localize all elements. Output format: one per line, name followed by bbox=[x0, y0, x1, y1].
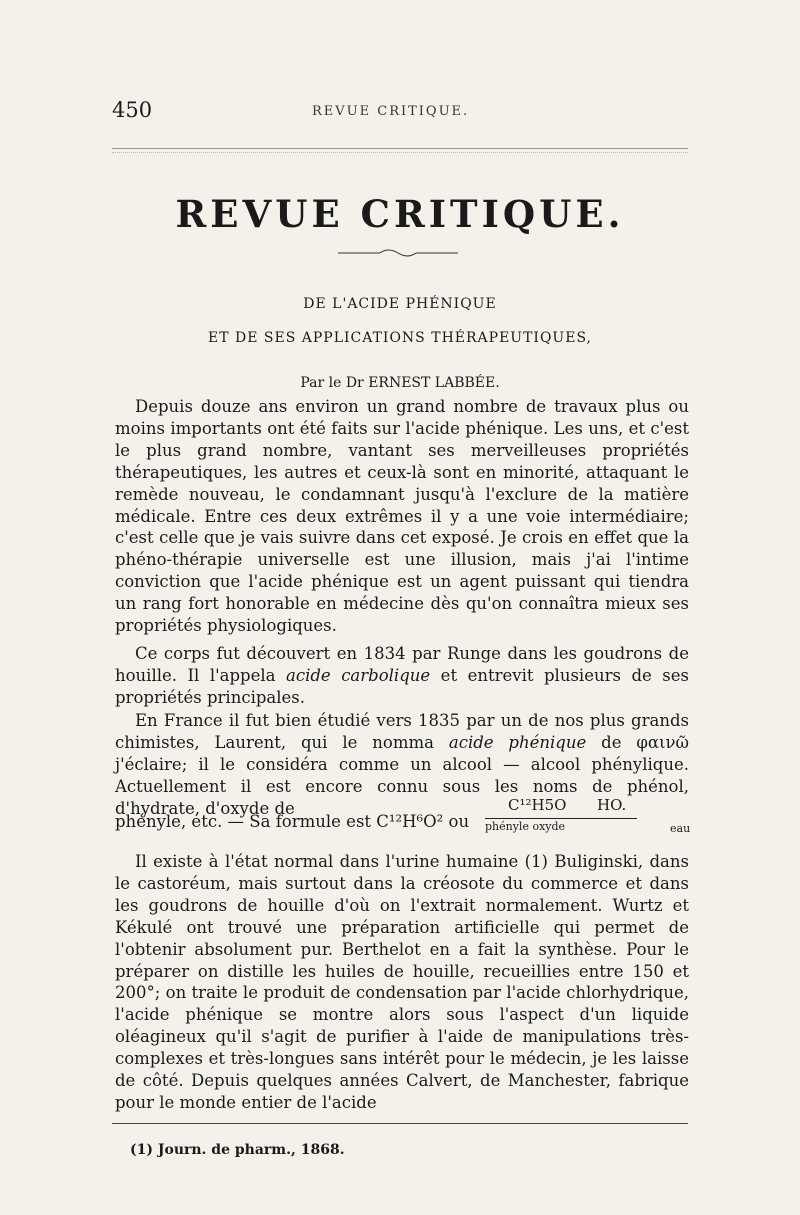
ornament-divider bbox=[338, 247, 458, 259]
footnote-rule bbox=[112, 1123, 688, 1124]
paragraph-3-part-b: de φαινῶ j'éclaire; il le considéra comme un alcool — alcool phénylique. Actuellement il est encore connu sous les noms de phénol, d'hydrate, d'oxyde de bbox=[115, 732, 690, 818]
paragraph-2-text bbox=[115, 643, 689, 709]
article-subtitle-line2: ET DE SES APPLICATIONS THÉRAPEUTIQUES, bbox=[208, 330, 592, 346]
formula-top-right: HO. bbox=[597, 796, 627, 814]
formula-bottom-left: phényle oxyde bbox=[485, 820, 566, 833]
article-subtitle-line1: DE L'ACIDE PHÉNIQUE bbox=[303, 296, 497, 312]
paragraph-2 bbox=[115, 643, 689, 709]
paragraph-4-text: Il existe à l'état normal dans l'urine humaine (1) Buliginski, dans le castoréum, mais surtout dans la créosote du commerce et dans les goudrons de houille d'où on l'extrait normalement. Wurtz et Kékulé ont trouvé une préparation artificielle qui permet de l'obtenir absolument pur. Berthelot en a fait la synthèse. Pour le préparer on distille les huiles de houille, recueillies entre 150 et 200°; on traite le produit de condensation par l'acide chlorhydrique, l'acide phénique se montre alors sous l'aspect d'un liquide oléagineux qu'il s'agit de purifier à l'aide de manipulations très-complexes et très-longues sans intérêt pour le médecin, je les laisse de côté. Depuis quelques années Calvert, de Manchester, fabrique pour le monde entier de l'acide bbox=[115, 852, 689, 1112]
formula-brace-line bbox=[485, 818, 637, 819]
formula-line bbox=[115, 796, 689, 846]
header-rule bbox=[112, 148, 688, 149]
paragraph-2-part-b: et entrevit plusieurs de ses propriétés principales. bbox=[115, 665, 689, 707]
running-title: REVUE CRITIQUE. bbox=[312, 104, 470, 119]
formula-lead-text: phényle, etc. — Sa formule est C¹²H⁶O² ou bbox=[115, 812, 470, 831]
footnote: (1) Journ. de pharm., 1868. bbox=[130, 1142, 345, 1158]
paragraph-1 bbox=[115, 396, 689, 637]
formula-bottom-right: eau bbox=[670, 822, 691, 835]
paragraph-3-part-a: En France il fut bien étudié vers 1835 par un de nos plus grands chimistes, Laurent, qui le nomma bbox=[115, 711, 689, 752]
article-byline: Par le Dr ERNEST LABBÉE. bbox=[300, 375, 500, 391]
paragraph-3-emphasis: acide phénique bbox=[448, 732, 587, 752]
running-head bbox=[112, 98, 688, 128]
page-number: 450 bbox=[112, 98, 153, 122]
formula-top-left: C¹²H5O bbox=[508, 796, 567, 814]
header-rule-dotted bbox=[112, 152, 688, 153]
article-title: REVUE CRITIQUE. bbox=[175, 192, 625, 236]
paragraph-1-text: Depuis douze ans environ un grand nombre de travaux plus ou moins importants ont été faits sur l'acide phénique. Les uns, et c'est le plus grand nombre, vantant ses merveilleuses propriétés thérapeutiques, les autres et ceux-là sont en minorité, attaquant le remède nouveau, le condamnant jusqu'à l'exclure de la matière médicale. Entre ces deux extrêmes il y a une voie intermédiaire; c'est celle que je vais suivre dans cet exposé. Je crois en effet que la phéno-thérapie universelle est une illusion, mais j'ai l'intime conviction que l'acide phénique est un agent puissant qui tiendra un rang fort honorable en médecine dès qu'on connaîtra mieux ses propriétés physiologiques. bbox=[115, 397, 689, 636]
paragraph-4 bbox=[115, 851, 689, 1114]
paragraph-2-emphasis: acide carbolique bbox=[286, 665, 431, 685]
paragraph-2-part-a: Ce corps fut découvert en 1834 par Runge dans les goudrons de houille. Il l'appela bbox=[115, 644, 689, 685]
